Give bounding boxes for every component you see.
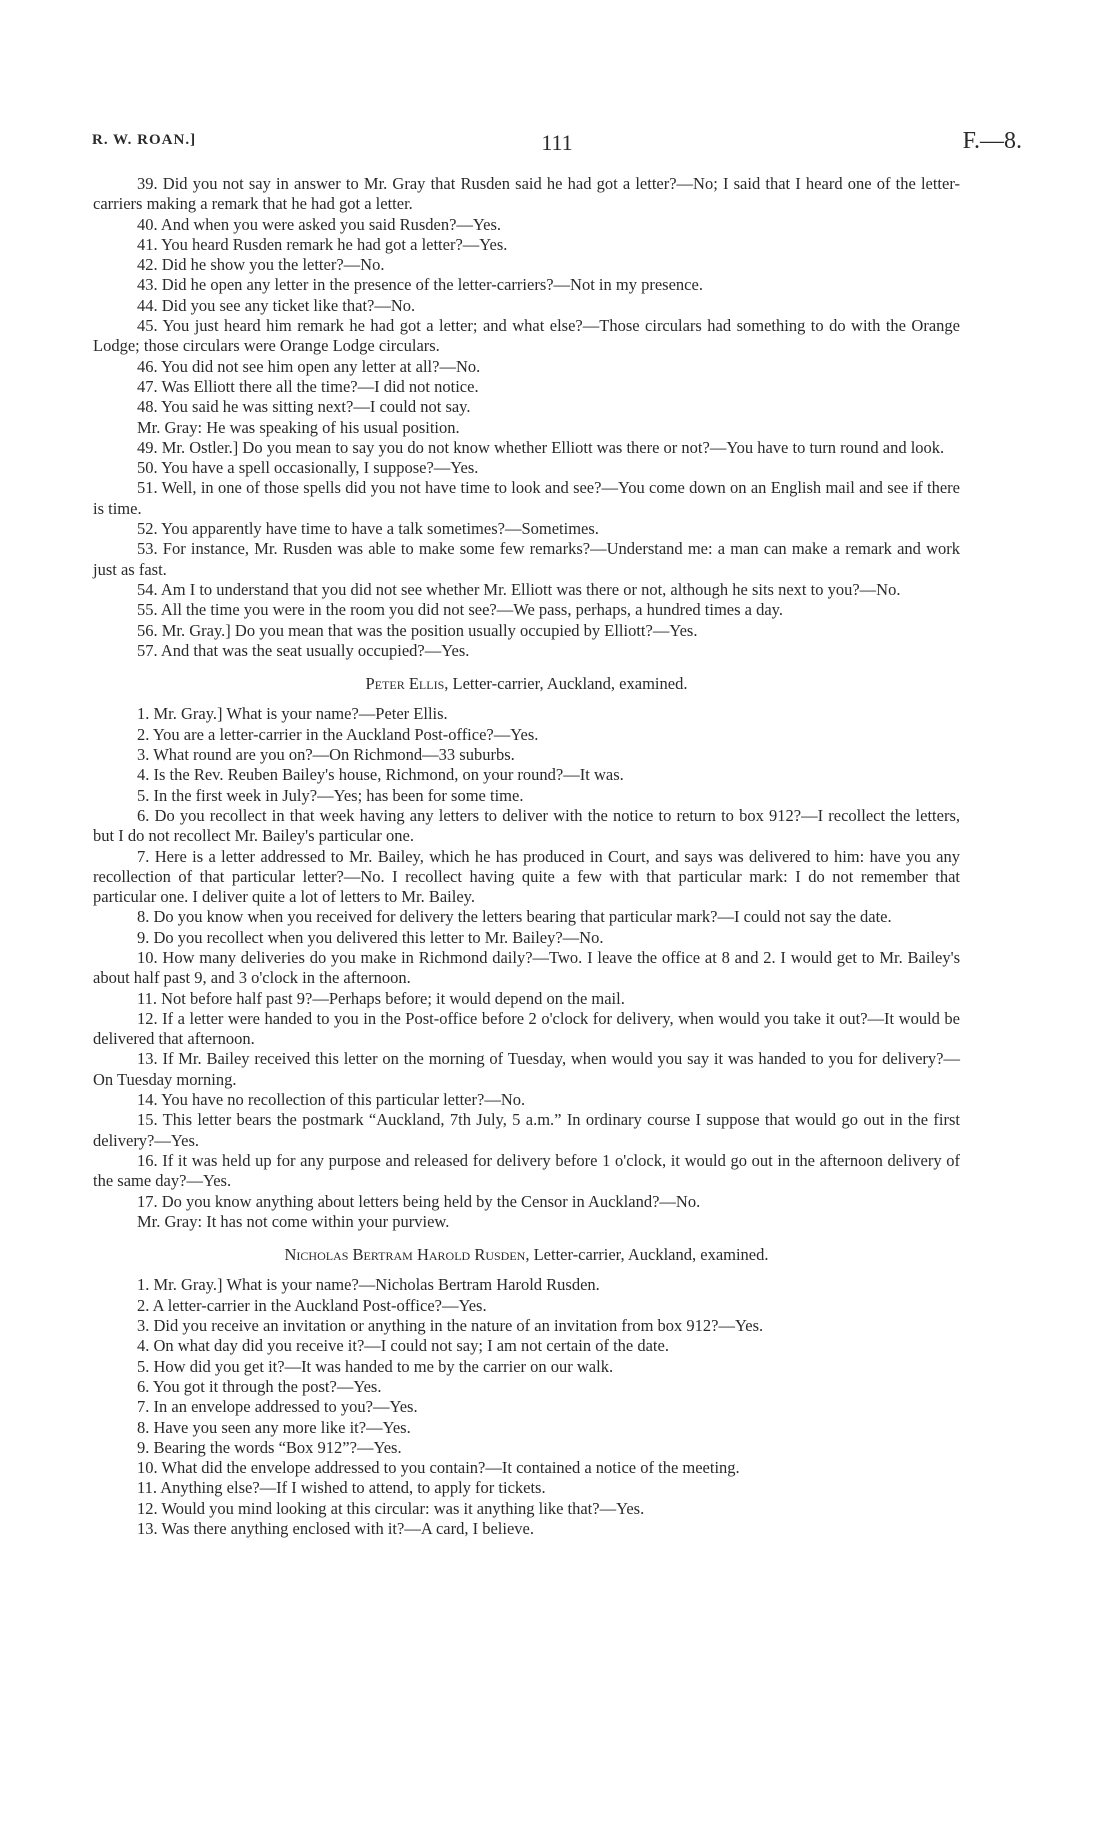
testimony-paragraph: 3. Did you receive an invitation or anything in the nature of an invitation from box 912?—Yes.: [137, 1316, 764, 1336]
testimony-paragraph: 40. And when you were asked you said Rusden?—Yes.: [137, 214, 502, 234]
testimony-paragraph: 5. In the first week in July?—Yes; has been for some time.: [137, 785, 524, 805]
testimony-paragraph: 53. For instance, Mr. Rusden was able to make some few remarks?—Understand me: a man can make a remark and work just as fast.: [93, 539, 960, 579]
testimony-paragraph: 15. This letter bears the postmark “Auckland, 7th July, 5 a.m.” In ordinary course I suppose that would go out in the first delivery?—Yes.: [93, 1110, 960, 1150]
testimony-paragraph: 55. All the time you were in the room you did not see?—We pass, perhaps, a hundred times a day.: [137, 600, 783, 620]
testimony-paragraph: 50. You have a spell occasionally, I suppose?—Yes.: [137, 458, 479, 478]
testimony-paragraph: 41. You heard Rusden remark he had got a letter?—Yes.: [137, 234, 508, 254]
testimony-paragraph: 43. Did he open any letter in the presence of the letter-carriers?—Not in my presence.: [137, 275, 703, 295]
testimony-paragraph: 44. Did you see any ticket like that?—No.: [137, 295, 416, 315]
testimony-paragraph: 42. Did he show you the letter?—No.: [137, 255, 385, 275]
testimony-paragraph: 10. How many deliveries do you make in Richmond daily?—Two. I leave the office at 8 and 2. I would get to Mr. Bailey's about half past 9, and 3 o'clock in the afternoon.: [93, 947, 960, 988]
testimony-paragraph: 13. If Mr. Bailey received this letter on the morning of Tuesday, when would you say it was handed to you for delivery?—On Tuesday morning.: [93, 1049, 960, 1089]
witness-description: , Letter-carrier, Auckland, examined.: [444, 674, 688, 694]
witness-description: , Letter-carrier, Auckland, examined.: [525, 1245, 769, 1265]
testimony-section-continued: [93, 174, 960, 661]
testimony-paragraph: 1. Mr. Gray.] What is your name?—Peter Ellis.: [137, 704, 448, 724]
testimony-paragraph: 17. Do you know anything about letters being held by the Censor in Auckland?—No.: [137, 1191, 701, 1211]
witness-name: Peter Ellis: [365, 674, 445, 694]
witness-name: Nicholas Bertram Harold Rusden: [284, 1245, 526, 1265]
testimony-paragraph: 56. Mr. Gray.] Do you mean that was the position usually occupied by Elliott?—Yes.: [137, 620, 698, 640]
testimony-paragraph: 9. Do you recollect when you delivered this letter to Mr. Bailey?—No.: [137, 927, 604, 947]
testimony-paragraph: 45. You just heard him remark he had got a letter; and what else?—Those circulars had something to do with the Orange Lodge; those circulars were Orange Lodge circulars.: [93, 316, 960, 356]
testimony-paragraph: 12. If a letter were handed to you in the Post-office before 2 o'clock for delivery, when would you take it out?—It would be delivered that afternoon.: [93, 1008, 960, 1049]
witness-heading-rusden: [93, 1245, 960, 1265]
page-number: 111: [541, 130, 573, 155]
testimony-paragraph: 54. Am I to understand that you did not see whether Mr. Elliott was there or not, although he sits next to you?—No.: [137, 579, 901, 599]
testimony-paragraph: 49. Mr. Ostler.] Do you mean to say you do not know whether Elliott was there or not?—You have to turn round and look.: [137, 437, 945, 457]
testimony-paragraph: 7. Here is a letter addressed to Mr. Bailey, which he has produced in Court, and says was delivered to him: have you any recollection of that particular letter?—No. I recollect having quite a few with that particular mark: I do not remember that particular one. I deliver quite a lot of letters to Mr. Bailey.: [93, 846, 960, 907]
witness-heading-peter-ellis: [93, 674, 960, 694]
testimony-paragraph: 3. What round are you on?—On Richmond—33 suburbs.: [137, 745, 515, 765]
testimony-paragraph: 48. You said he was sitting next?—I could not say.: [137, 397, 471, 417]
testimony-paragraph: 14. You have no recollection of this particular letter?—No.: [137, 1090, 526, 1110]
header-left: R. W. ROAN.]: [92, 132, 197, 148]
testimony-paragraph: 16. If it was held up for any purpose and released for delivery before 1 o'clock, it would go out in the afternoon delivery of the same day?—Yes.: [93, 1150, 960, 1191]
testimony-paragraph: 4. Is the Rev. Reuben Bailey's house, Richmond, on your round?—It was.: [137, 765, 624, 785]
testimony-paragraph: 1. Mr. Gray.] What is your name?—Nicholas Bertram Harold Rusden.: [137, 1275, 600, 1295]
page-header: [92, 128, 1022, 158]
testimony-section-rusden: [93, 1275, 960, 1539]
testimony-section-peter-ellis: [93, 704, 960, 1232]
testimony-paragraph: 39. Did you not say in answer to Mr. Gray that Rusden said he had got a letter?—No; I said that I heard one of the letter-carriers making a remark that he had got a letter.: [93, 174, 960, 214]
testimony-paragraph: 47. Was Elliott there all the time?—I did not notice.: [137, 376, 479, 396]
testimony-paragraph: 57. And that was the seat usually occupied?—Yes.: [137, 640, 470, 660]
testimony-paragraph: 8. Have you seen any more like it?—Yes.: [137, 1417, 411, 1437]
testimony-paragraph: Mr. Gray: It has not come within your purview.: [137, 1211, 450, 1231]
testimony-paragraph: 5. How did you get it?—It was handed to me by the carrier on our walk.: [137, 1356, 614, 1376]
testimony-paragraph: 12. Would you mind looking at this circular: was it anything like that?—Yes.: [137, 1498, 645, 1518]
document-reference: F.—8.: [962, 128, 1022, 154]
testimony-paragraph: 7. In an envelope addressed to you?—Yes.: [137, 1397, 418, 1417]
document-body: [93, 174, 960, 1539]
testimony-paragraph: 9. Bearing the words “Box 912”?—Yes.: [137, 1437, 402, 1457]
testimony-paragraph: 11. Anything else?—If I wished to attend, to apply for tickets.: [137, 1478, 546, 1498]
testimony-paragraph: 13. Was there anything enclosed with it?—A card, I believe.: [137, 1519, 534, 1538]
testimony-paragraph: 52. You apparently have time to have a talk sometimes?—Sometimes.: [137, 519, 599, 539]
testimony-paragraph: 2. You are a letter-carrier in the Auckland Post-office?—Yes.: [137, 724, 539, 744]
testimony-paragraph: 6. You got it through the post?—Yes.: [137, 1376, 382, 1396]
testimony-paragraph: 10. What did the envelope addressed to you contain?—It contained a notice of the meeting.: [137, 1458, 740, 1478]
testimony-paragraph: 51. Well, in one of those spells did you not have time to look and see?—You come down on an English mail and see if there is time.: [93, 478, 960, 518]
testimony-paragraph: Mr. Gray: He was speaking of his usual position.: [137, 417, 460, 437]
testimony-paragraph: 46. You did not see him open any letter at all?—No.: [137, 356, 481, 376]
testimony-paragraph: 8. Do you know when you received for delivery the letters bearing that particular mark?—I could not say the date.: [137, 907, 892, 927]
testimony-paragraph: 2. A letter-carrier in the Auckland Post-office?—Yes.: [137, 1295, 487, 1315]
testimony-paragraph: 11. Not before half past 9?—Perhaps before; it would depend on the mail.: [137, 988, 625, 1008]
testimony-paragraph: 6. Do you recollect in that week having any letters to deliver with the notice to return to box 912?—I recollect the letters, but I do not recollect Mr. Bailey's particular one.: [93, 805, 960, 846]
testimony-paragraph: 4. On what day did you receive it?—I could not say; I am not certain of the date.: [137, 1336, 669, 1356]
